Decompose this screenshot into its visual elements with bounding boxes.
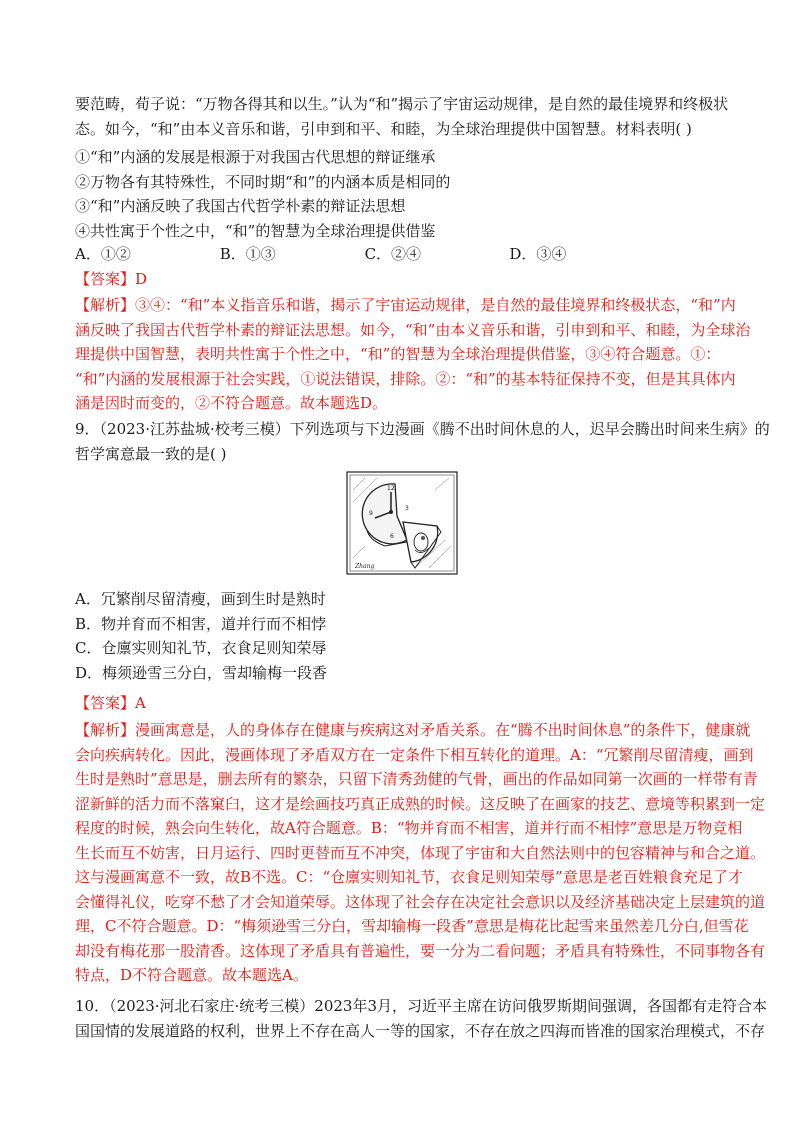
q9-options — [75, 587, 327, 685]
option-d: D．梅须逊雪三分白，雪却输梅一段香 — [75, 663, 328, 682]
statement-1: ①“和”内涵的发展是根源于对我国古代思想的辩证继承 — [75, 148, 436, 166]
analysis-line: 涵是因时而变的，②不符合题意。故本题选D。 — [75, 394, 388, 412]
cartoon-signature: Zhang — [355, 563, 375, 570]
q8-analysis — [75, 293, 751, 416]
option-a: A．冗繁削尽留清瘦，画到生时是熟时 — [75, 590, 326, 608]
option-b: B．物并育而不相害，道并行而不相悖 — [75, 614, 327, 633]
analysis-line: 漫画寓意是，人的身体存在健康与疾病这对矛盾关系。在“腾不出时间休息”的条件下，健康就 — [135, 721, 751, 739]
option-c: C．仓廪实则知礼节，衣食足则知荣辱 — [75, 639, 327, 657]
svg-text:12: 12 — [387, 485, 395, 492]
q8-options — [75, 242, 730, 266]
q9-analysis — [75, 718, 766, 988]
analysis-line: 特点，D不符合题意。故本题选A。 — [75, 966, 308, 984]
q9-answer — [75, 691, 730, 716]
q10-stem-line: 10．（2023·河北石家庄·统考三模）2023年3月，习近平主席在访问俄罗斯期间强调，各国都有走符合本 — [75, 997, 768, 1015]
analysis-line: 理提供中国智慧，表明共性寓于个性之中，“和”的智慧为全球治理提供借鉴，③④符合题意。①： — [75, 345, 721, 363]
q10-stem-line: 国国情的发展道路的权利，世界上不存在高人一等的国家，不存在放之四海而皆准的国家治理模式，不存 — [75, 1021, 766, 1040]
analysis-line: ③④：“和”本义指音乐和谐，揭示了宇宙运动规律，是自然的最佳境界和终极状态，“和”内 — [135, 296, 736, 314]
statement-3: ③“和”内涵反映了我国古代哲学朴素的辩证法思想 — [75, 197, 406, 215]
option-c: C．②④ — [364, 245, 422, 263]
statement-2: ②万物各有其特殊性，不同时期“和”的内涵本质是相同的 — [75, 172, 451, 191]
analysis-line: “和”内涵的发展根源于社会实践，①说法错误，排除。②：“和”的基本特征保持不变，但是其具体内 — [75, 369, 736, 388]
q8-stem-line: 要范畴，荀子说：“万物各得其和以生。”认为“和”揭示了宇宙运动规律，是自然的最佳境界和终极状 — [75, 95, 729, 113]
answer-value: D — [135, 270, 148, 288]
q10-stem — [75, 994, 768, 1043]
cartoon-clock-image — [345, 470, 459, 576]
svg-text:3: 3 — [405, 505, 409, 512]
option-b: B．①③ — [219, 245, 276, 263]
analysis-line: 生长而互不妨害，日月运行、四时更替而互不冲突，体现了宇宙和大自然法则中的包容精神与和合之道。 — [75, 843, 766, 862]
option-a: A．①② — [75, 245, 131, 263]
analysis-line: 却没有梅花那一股清香。这体现了矛盾具有普遍性，要一分为二看问题；矛盾具有特殊性，不同事物各有 — [75, 941, 766, 960]
answer-label: 【答案】 — [75, 694, 136, 712]
q8-statements — [75, 145, 730, 243]
analysis-line: 生时是熟时”意思是，删去所有的繁杂，只留下清秀劲健的气骨，画出的作品如同第一次画的一样带有青 — [75, 770, 758, 788]
answer-value: A — [135, 694, 146, 712]
svg-text:6: 6 — [390, 533, 394, 540]
analysis-line: 涩新鲜的活力而不落窠臼，这才是绘画技巧真正成熟的时候。这反映了在画家的技艺、意境等积累到一定 — [75, 794, 766, 813]
analysis-line: 涵反映了我国古代哲学朴素的辩证法思想。如今，“和”由本义音乐和谐，引申到和平、和睦，为全球治 — [75, 320, 751, 339]
svg-text:9: 9 — [369, 510, 373, 517]
q9-stem — [75, 417, 770, 466]
analysis-label: 【解析】 — [75, 721, 136, 739]
q9-stem-line: 哲学寓意最一致的是( ) — [75, 444, 227, 463]
option-d: D．③④ — [509, 245, 567, 263]
analysis-label: 【解析】 — [75, 296, 136, 314]
q8-answer — [75, 267, 730, 292]
analysis-line: 会懂得礼仪，吃穿不愁了才会知道荣辱。这体现了社会存在决定社会意识以及经济基础决定上层建筑的道 — [75, 892, 766, 911]
q9-stem-line: 9．（2023·江苏盐城·校考三模）下列选项与下边漫画《腾不出时间休息的人，迟早会腾出时间来生病》的 — [75, 420, 770, 438]
answer-label: 【答案】 — [75, 270, 136, 288]
analysis-line: 理，C不符合题意。D：“梅须逊雪三分白，雪却输梅一段香”意思是梅花比起雪来虽然差几分白,但雪花 — [75, 917, 749, 935]
q8-stem-line: 态。如今，“和”由本义音乐和谐，引申到和平、和睦，为全球治理提供中国智慧。材料表明( ) — [75, 119, 692, 138]
analysis-line: 程度的时候，熟会向生转化，故A符合题意。B：“物并育而不相害，道并行而不相悖”意思是万物竞相 — [75, 819, 743, 837]
statement-4: ④共性寓于个性之中，“和”的智慧为全球治理提供借鉴 — [75, 221, 436, 240]
analysis-line: 这与漫画寓意不一致，故B不选。C：“仓廪实则知礼节，衣食足则知荣辱”意思是老百姓粮食充足了才 — [75, 868, 743, 886]
analysis-line: 会向疾病转化。因此，漫画体现了矛盾双方在一定条件下相互转化的道理。A：“冗繁削尽留清瘦，画到 — [75, 745, 754, 764]
q8-stem — [75, 92, 730, 141]
